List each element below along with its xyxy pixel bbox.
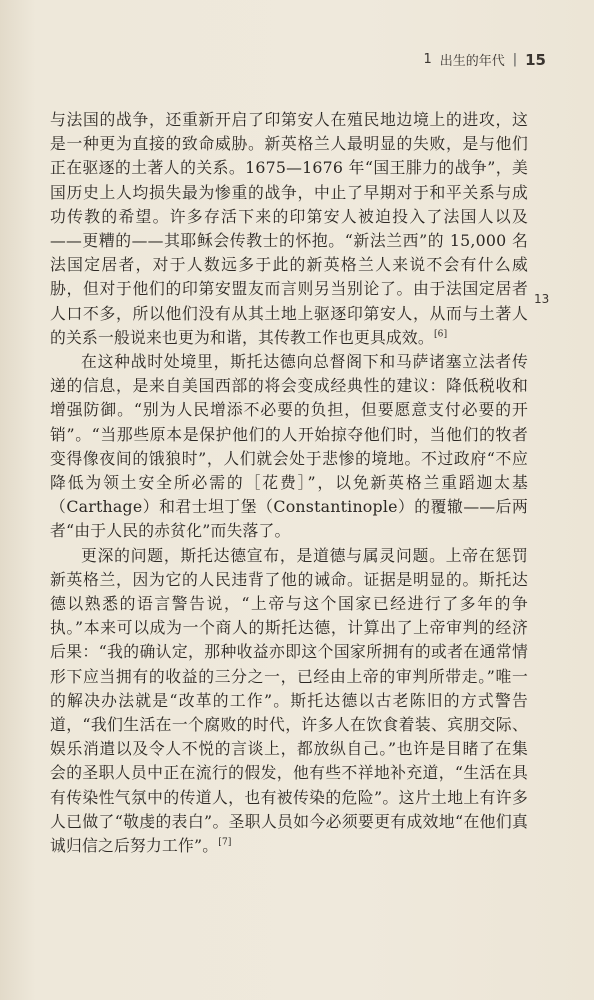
page-number: 15	[525, 50, 546, 69]
original-page-number: 13	[534, 292, 550, 306]
paragraph-2	[50, 350, 528, 544]
header-separator: |	[512, 52, 518, 67]
paragraph-text: 在这种战时处境里，斯托达德向总督阁下和马萨诸塞立法者传递的信息，是来自美国西部的将会变成经典性的建议：降低税收和增强防御。“别为人民增添不必要的负担，但要愿意支付必要的开销”。“当那些原本是保护他们的人开始掠夺他们时，当他们的牧者变得像夜间的饿狼时”，人们就会处于悲惨的境地。不过政府“不应降低为领土安全所必需的［花费］”，以免新英格兰重蹈迦太基（Carthage）和君士坦丁堡（Constantinople）的覆辙——后两者“由于人民的赤贫化”而失落了。	[50, 352, 528, 541]
body-text	[50, 108, 528, 858]
running-header	[423, 50, 546, 69]
paragraph-3	[50, 544, 528, 859]
paragraph-text: 更深的问题，斯托达德宣布，是道德与属灵问题。上帝在惩罚新英格兰，因为它的人民违背了他的诫命。证据是明显的。斯托达德以熟悉的语言警告说，“上帝与这个国家已经进行了多年的争执。”本来可以成为一个商人的斯托达德，计算出了上帝审判的经济后果：“我的确认定，那种收益亦即这个国家所拥有的或者在通常情形下应当拥有的收益的三分之一，已经由上帝的审判所带走。”唯一的解决办法就是“改革的工作”。斯托达德以古老陈旧的方式警告道，“我们生活在一个腐败的时代，许多人在饮食着装、宾朋交际、娱乐消遣以及令人不悦的言谈上，都放纵自己。”也许是目睹了在集会的圣职人员中正在流行的假发，他有些不祥地补充道，“生活在具有传染性气氛中的传道人，也有被传染的危险”。这片土地上有许多人已做了“敬虔的表白”。圣职人员如今必须要更有成效地“在他们真诚归信之后努力工作”。	[50, 545, 528, 856]
paragraph-text: 与法国的战争，还重新开启了印第安人在殖民地边境上的进攻，这是一种更为直接的致命威胁。新英格兰人最明显的失败，是与他们正在驱逐的土著人的关系。1675—1676 年“国王腓力的战争”，美国历史上人均损失最为惨重的战争，中止了早期对于和平关系与成功传教的希望。许多存活下来的印第安人被迫投入了法国人以及——更糟的——其耶稣会传教士的怀抱。“新法兰西”的 15,000 名法国定居者，对于人数远多于此的新英格兰人来说不会有什么威胁，但对于他们的印第安盟友而言则另当别论了。由于法国定居者人口不多，所以他们没有从其土地上驱逐印第安人，从而与土著人的关系一般说来也更为和谐，其传教工作也更具成效。	[50, 110, 528, 347]
footnote-ref: [7]	[218, 837, 232, 848]
paragraph-1	[50, 108, 528, 350]
footnote-ref: [6]	[433, 329, 448, 340]
chapter-number: 1	[423, 52, 432, 67]
chapter-title: 出生的年代	[439, 54, 505, 69]
